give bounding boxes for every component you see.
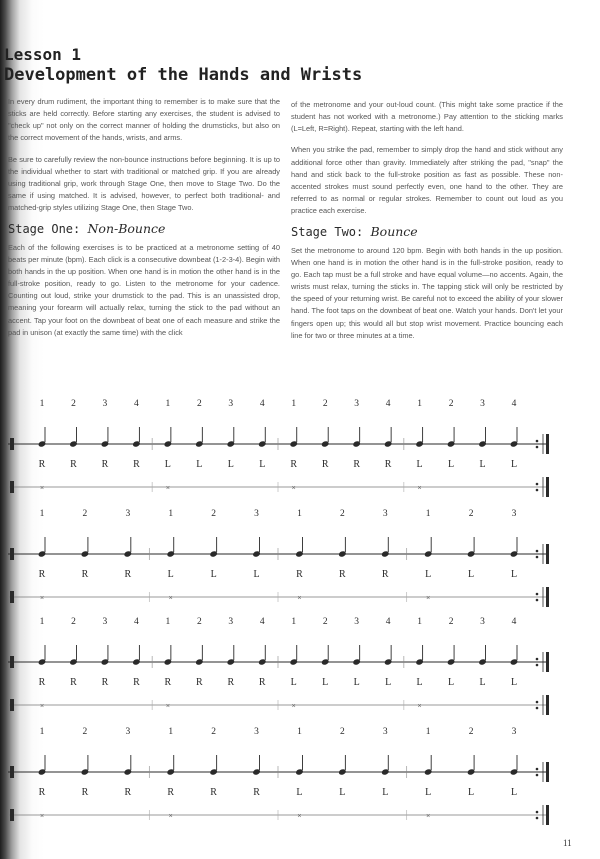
count-number: 1 [425, 509, 431, 519]
count-number: 2 [468, 727, 474, 737]
count-number: 3 [480, 617, 485, 627]
count-number: 3 [228, 617, 234, 627]
count-number: 1 [425, 727, 431, 737]
grip-paragraph: Be sure to carefully review the non-bounce instructions before beginning. It is up to the individual whether to start with traditional or matched grip. If you are already using traditional grip, work through Stage One, then move to Stage Two. Do the same if using matched. It is advised, however, to perfect both traditional- and matched-grip styles utilizing Stage One, then Stage Two. [8, 154, 280, 213]
sticking-letter: L [510, 569, 518, 580]
sticking-letter: R [381, 569, 389, 580]
count-number: 1 [39, 509, 45, 519]
sticking-letter: R [70, 459, 77, 470]
foot-repeat-dot [536, 483, 539, 486]
foot-tap-mark: × [297, 813, 302, 820]
sticking-letter: L [290, 677, 297, 688]
sticking-letter: L [479, 459, 486, 470]
intro-paragraph: In every drum rudiment, the important thing to remember is to make sure that the sticks are held correctly. Before starting any exercises, the student is advised to "check up" not only on the correct manner of holding the drumsticks, but also on the correct movement of the hands, wrists, and arms. [8, 97, 280, 143]
sticking-letter: R [81, 787, 89, 798]
sticking-letter: L [510, 677, 518, 688]
foot-tap-mark: × [39, 485, 45, 492]
foot-clef-mark [10, 699, 14, 711]
sticking-letter: L [196, 459, 203, 470]
sticking-letter: L [510, 787, 518, 798]
foot-repeat-dot [536, 593, 539, 596]
foot-final-barline [546, 695, 549, 715]
foot-clef-mark [10, 481, 14, 493]
foot-tap-mark: × [39, 595, 45, 602]
count-number: 3 [102, 399, 108, 409]
sticking-letter: R [195, 677, 203, 688]
count-number: 3 [254, 509, 259, 519]
sticking-letter: R [101, 677, 109, 688]
count-number: 2 [196, 617, 202, 627]
sticking-letter: R [258, 677, 266, 688]
sticking-letter: R [81, 569, 89, 580]
count-number: 2 [211, 509, 217, 519]
count-number: 2 [339, 727, 345, 737]
stage-two-paragraph: Set the metronome to around 120 bpm. Begin with both hands in the up position. When one hand is in motion the other hand is in the full-stroke position, ready to go. Each tap must be a full stroke and have equal volume—no accents. Again, the wrists must relax, turning the sticks in. The tapping stick will only be restricted by the speed of your returning wrist. Be careful not to exceed the ability of your slower hand. The foot taps on the downbeat of beat one. Watch your hands. Don't let your fingers open up; this would all but stop wrist movement. Practice bouncing each line for two or three minutes at a time. [291, 245, 563, 340]
lesson-header [4, 44, 362, 86]
foot-repeat-dot [536, 707, 539, 710]
stage-two-prefix: Stage Two: [291, 225, 364, 240]
count-number: 1 [165, 399, 171, 409]
sticking-letter: R [124, 787, 132, 798]
count-number: 3 [354, 399, 360, 409]
sticking-letter: R [167, 787, 175, 798]
sticking-letter: L [296, 787, 303, 798]
foot-tap-mark: × [417, 485, 422, 492]
count-number: 2 [82, 509, 88, 519]
foot-tap-mark: × [168, 813, 173, 820]
sticking-letter: R [70, 677, 77, 688]
stage-one-heading [8, 223, 280, 235]
count-number: 4 [385, 617, 391, 627]
sticking-letter: L [416, 459, 423, 470]
count-number: 2 [468, 509, 474, 519]
count-number: 3 [125, 509, 131, 519]
sticking-letter: R [38, 787, 46, 798]
clef-mark [10, 656, 14, 668]
count-number: 3 [228, 399, 234, 409]
foot-tap-mark: × [291, 703, 296, 710]
repeat-dot [536, 550, 539, 553]
count-number: 1 [39, 617, 45, 627]
count-number: 1 [291, 617, 297, 627]
sticking-letter: R [164, 677, 172, 688]
sticking-letter: R [227, 677, 235, 688]
count-number: 1 [168, 727, 174, 737]
stage-two-name: Bounce [370, 224, 418, 240]
foot-repeat-dot [536, 811, 539, 814]
sticking-letter: L [448, 459, 455, 470]
count-number: 3 [480, 399, 485, 409]
count-number: 2 [71, 399, 76, 409]
sticking-letter: L [468, 569, 475, 580]
foot-repeat-dot [536, 817, 539, 820]
foot-tap-mark: × [426, 595, 431, 602]
stage-one-name: Non-Bounce [87, 221, 166, 237]
sticking-letter: L [425, 787, 432, 798]
count-number: 4 [511, 399, 517, 409]
count-number: 2 [211, 727, 217, 737]
clef-mark [10, 766, 14, 778]
sticking-letter: L [468, 787, 475, 798]
count-number: 1 [39, 399, 45, 409]
repeat-dot [536, 556, 539, 559]
sticking-letter: L [210, 569, 217, 580]
sticking-letter: R [384, 459, 392, 470]
count-number: 1 [417, 399, 422, 409]
count-number: 1 [168, 509, 174, 519]
foot-tap-mark: × [168, 595, 173, 602]
sticking-letter: L [353, 677, 360, 688]
clef-mark [10, 548, 14, 560]
repeat-dot [536, 446, 539, 449]
count-number: 1 [39, 727, 45, 737]
right-text-column [291, 99, 563, 351]
count-number: 2 [339, 509, 345, 519]
sticking-letter: L [448, 677, 455, 688]
count-number: 2 [322, 399, 328, 409]
foot-final-barline [546, 587, 549, 607]
foot-repeat-dot [536, 701, 539, 704]
stage-one-paragraph: Each of the following exercises is to be practiced at a metronome setting of 40 beats per minute (bpm). Each click is a consecutive downbeat (1-2-3-4). Begin with both hands in the up position. When one hand is in motion the other hand is in the full-stroke position, ready to go. Listen to the metronome for your cadence. Counting out loud, strike your drumstick to the pad. This is an unassisted drop, meaning your forearm will actually relax, turning the stick to the pad without an accent. Tap your foot on the downbeat of beat one of each measure and strike the pad in unison (at exactly the same time) with the click [8, 242, 280, 337]
sticking-letter: R [253, 787, 260, 798]
sticking-letter: L [253, 569, 260, 580]
sticking-letter: L [339, 787, 346, 798]
foot-final-barline [546, 477, 549, 497]
foot-tap-mark: × [39, 813, 45, 820]
sticking-letter: R [210, 787, 217, 798]
count-number: 3 [382, 727, 388, 737]
count-number: 3 [511, 509, 517, 519]
foot-clef-mark [10, 591, 14, 603]
lesson-title: Development of the Hands and Wrists [4, 65, 363, 85]
count-number: 3 [511, 727, 517, 737]
sticking-letter: L [164, 459, 171, 470]
sticking-letter: L [382, 787, 389, 798]
sticking-letter: R [38, 569, 46, 580]
sticking-letter: L [416, 677, 423, 688]
clef-mark [10, 438, 14, 450]
count-number: 2 [196, 399, 202, 409]
foot-tap-mark: × [426, 813, 431, 820]
page-number: 11 [563, 838, 572, 848]
sticking-letter: L [259, 459, 266, 470]
sticking-letter: R [124, 569, 132, 580]
sticking-letter: R [353, 459, 361, 470]
final-barline [546, 544, 549, 564]
sticking-letter: L [322, 677, 329, 688]
count-number: 2 [448, 617, 454, 627]
notation-exercises [0, 390, 600, 820]
foot-tap-mark: × [417, 703, 422, 710]
count-number: 1 [417, 617, 422, 627]
strike-paragraph: When you strike the pad, remember to simply drop the hand and stick without any additional force other than gravity. Immediately after striking the pad, "snap" the hand and stick back to the full-stroke position as fast as possible. These non-accented strokes must sound perfectly even, one hand to the other. They are referred to as normal or regular strokes. Remember to count out loud as you practice each exercise. [291, 145, 563, 216]
left-text-column [8, 96, 280, 348]
sticking-letter: R [133, 677, 140, 688]
sticking-letter: R [101, 459, 109, 470]
final-barline [546, 762, 549, 782]
sticking-letter: R [290, 459, 298, 470]
sticking-letter: R [296, 569, 303, 580]
foot-clef-mark [10, 809, 14, 821]
repeat-dot [536, 658, 539, 661]
count-number: 3 [125, 727, 131, 737]
repeat-dot [536, 664, 539, 667]
count-number: 4 [259, 399, 265, 409]
count-number: 4 [259, 617, 265, 627]
count-number: 3 [354, 617, 360, 627]
count-number: 1 [291, 399, 297, 409]
count-number: 2 [322, 617, 328, 627]
count-number: 1 [297, 509, 302, 519]
stage-one-prefix: Stage One: [8, 222, 81, 237]
sticking-letter: R [321, 459, 329, 470]
foot-tap-mark: × [165, 485, 170, 492]
sticking-letter: L [510, 459, 518, 470]
sticking-letter: R [133, 459, 140, 470]
foot-final-barline [546, 805, 549, 825]
repeat-dot [536, 774, 539, 777]
final-barline [546, 652, 549, 672]
count-number: 3 [254, 727, 259, 737]
sticking-letter: L [227, 459, 234, 470]
foot-tap-mark: × [165, 703, 170, 710]
foot-tap-mark: × [291, 485, 296, 492]
foot-tap-mark: × [297, 595, 302, 602]
metronome-paragraph: of the metronome and your out-loud count. (This might take some practice if the student has not worked with a metronome.) Pay attention to the sticking marks (L=Left, R=Right). Repeat, starting with the left hand. [291, 100, 563, 134]
count-number: 3 [382, 509, 388, 519]
count-number: 2 [71, 617, 76, 627]
count-number: 4 [385, 399, 391, 409]
foot-repeat-dot [536, 489, 539, 492]
sticking-letter: R [38, 459, 46, 470]
count-number: 2 [448, 399, 454, 409]
count-number: 1 [297, 727, 302, 737]
count-number: 4 [511, 617, 517, 627]
sticking-letter: L [167, 569, 174, 580]
repeat-dot [536, 768, 539, 771]
repeat-dot [536, 440, 539, 443]
count-number: 4 [134, 399, 139, 409]
sticking-letter: L [425, 569, 432, 580]
sticking-letter: L [479, 677, 486, 688]
count-number: 4 [134, 617, 139, 627]
count-number: 3 [102, 617, 108, 627]
sticking-letter: L [385, 677, 392, 688]
foot-tap-mark: × [39, 703, 45, 710]
sticking-letter: R [339, 569, 346, 580]
final-barline [546, 434, 549, 454]
count-number: 1 [165, 617, 171, 627]
sticking-letter: R [38, 677, 46, 688]
foot-repeat-dot [536, 599, 539, 602]
stage-two-heading [291, 226, 563, 238]
lesson-number: Lesson 1 [4, 45, 82, 64]
count-number: 2 [82, 727, 88, 737]
